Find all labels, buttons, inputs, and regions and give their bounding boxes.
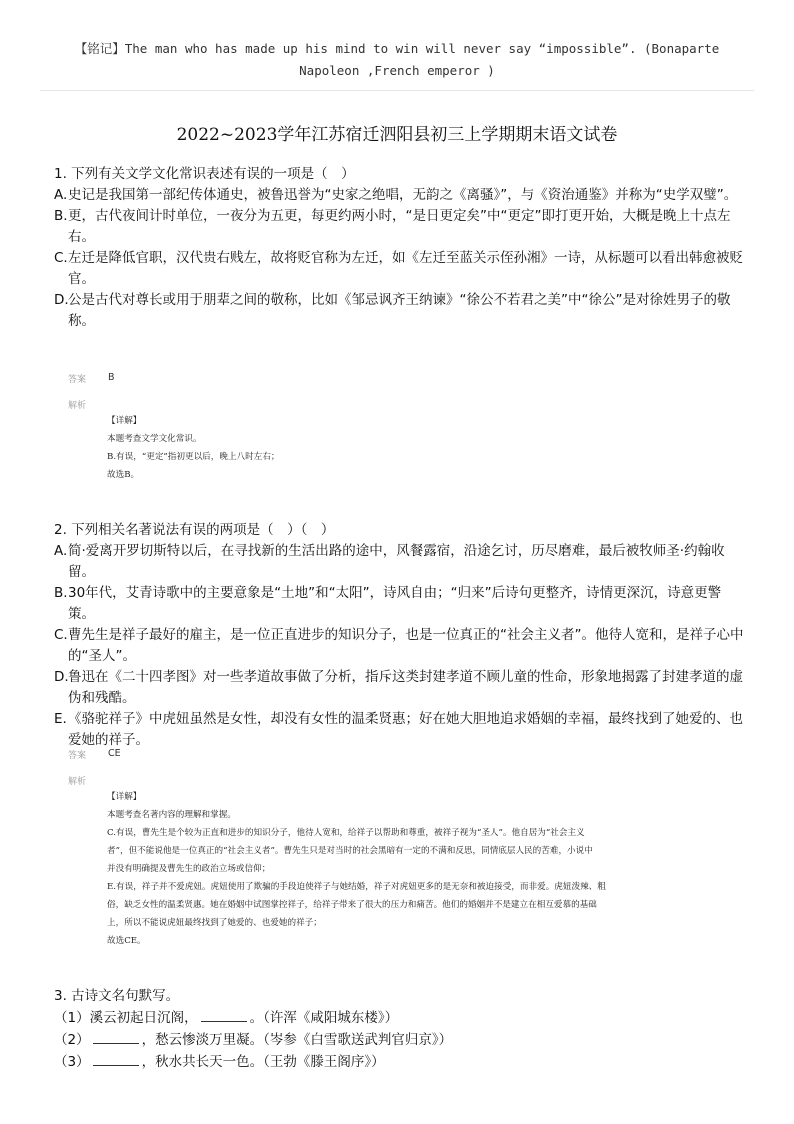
- question-1-analysis-label: [68, 398, 86, 411]
- answer-value: CE: [108, 748, 121, 759]
- item-number: （3）: [54, 1054, 90, 1070]
- option-text: 公是古代对尊长或用于朋辈之间的敬称，比如《邹忌讽齐王纳谏》“徐公不若君之美”中“徐公”是对徐姓男子的敬称。: [68, 292, 731, 329]
- question-1-option-a: [54, 185, 744, 206]
- answer-blank[interactable]: [201, 1009, 247, 1022]
- analysis-line: 俗，缺乏女性的温柔贤惠。她在婚姻中试图掌控祥子，给祥子带来了很大的压力和痛苦。他们的婚姻并不是建立在相互爱慕的基础: [107, 900, 597, 910]
- question-1-analysis: [107, 412, 727, 484]
- answer-value: B: [108, 372, 115, 383]
- analysis-label: 解析: [68, 401, 87, 411]
- header-divider: [40, 90, 754, 91]
- question-3-stem: 3. 古诗文名句默写。: [54, 988, 180, 1004]
- question-2-answer: [68, 748, 121, 761]
- option-key: A.: [54, 187, 68, 203]
- question-2-option-b: [54, 583, 744, 625]
- question-1: [54, 164, 744, 332]
- question-2-option-c: [54, 625, 744, 667]
- option-text: 《骆驼祥子》中虎妞虽然是女性，却没有女性的温柔贤惠；好在她大胆地追求婚姻的幸福，最终找到了她爱的、也爱她的祥子。: [68, 711, 743, 748]
- answer-blank[interactable]: [93, 1053, 139, 1066]
- item-number: （1）: [54, 1010, 90, 1026]
- analysis-line: C.有误，曹先生是个较为正直和进步的知识分子，他待人宽和，给祥子以帮助和尊重，被祥子视为“圣人”。他自居为“社会主义: [107, 828, 585, 838]
- question-2-analysis-label: [68, 774, 86, 787]
- option-key: D.: [54, 669, 69, 685]
- option-text: 左迁是降低官职，汉代贵右贱左，故将贬官称为左迁，如《左迁至蓝关示侄孙湘》一诗，从标题可以看出韩愈被贬官。: [68, 250, 743, 287]
- question-1-answer: [68, 372, 115, 385]
- item-text-after: ，秋水共长天一色。（王勃《滕王阁序》）: [141, 1054, 385, 1070]
- option-text: 30年代，艾青诗歌中的主要意象是“土地”和“太阳”，诗风自由；“归来”后诗句更整齐，诗情更深沉，诗意更警策。: [68, 585, 722, 622]
- question-2-analysis: [107, 788, 727, 950]
- question-3: [54, 985, 744, 1073]
- analysis-line: 者”，但不能说他是一位真正的“社会主义者”。曹先生只是对当时的社会黑暗有一定的不满和反思，同情底层人民的苦难，小说中: [107, 846, 593, 856]
- option-text: 曹先生是祥子最好的雇主，是一位正直进步的知识分子，也是一位真正的“社会主义者”。他待人宽和，是祥子心中的“圣人”。: [68, 627, 744, 664]
- question-2: [54, 520, 744, 751]
- option-key: C.: [54, 250, 68, 266]
- option-key: A.: [54, 543, 68, 559]
- option-text: 更，古代夜间计时单位，一夜分为五更，每更约两小时，“是日更定矣”中“更定”即打更开始，大概是晚上十点左右。: [68, 208, 731, 245]
- option-key: C.: [54, 627, 68, 643]
- question-3-item-1: [54, 1007, 744, 1029]
- analysis-line: 本题考查文学文化常识。: [107, 434, 202, 444]
- analysis-line: 上，所以不能说虎妞最终找到了她爱的、也爱她的祥子；: [107, 918, 322, 928]
- item-text-after: ，愁云惨淡万里凝。（岑参《白雪歌送武判官归京》）: [141, 1032, 453, 1048]
- question-3-item-2: [54, 1029, 744, 1051]
- analysis-label: 解析: [68, 777, 87, 787]
- analysis-line: 【详解】: [107, 416, 142, 426]
- motto-header: [40, 38, 754, 82]
- analysis-line: 【详解】: [107, 792, 142, 802]
- analysis-line: E.有误，祥子并不爱虎妞。虎妞使用了欺骗的手段迫使祥子与她结婚，祥子对虎妞更多的是无奈和被迫接受，而非爱。虎妞泼辣、粗: [107, 882, 606, 892]
- option-key: B.: [54, 585, 68, 601]
- page-title: 2022~2023学年江苏宿迁泗阳县初三上学期期末语文试卷: [176, 125, 618, 145]
- question-1-option-b: [54, 206, 744, 248]
- question-1-option-c: [54, 248, 744, 290]
- analysis-line: 故选CE。: [107, 936, 146, 946]
- item-text-after: 。（许浑《咸阳城东楼》）: [249, 1010, 399, 1026]
- question-2-option-d: [54, 667, 744, 709]
- question-2-option-a: [54, 541, 744, 583]
- answer-blank[interactable]: [93, 1031, 139, 1044]
- motto-line-2: Napoleon ,French emperor ): [299, 63, 495, 78]
- option-text: 简·爱离开罗切斯特以后，在寻找新的生活出路的途中，风餐露宿，沿途乞讨，历尽磨难，最后被牧师圣·约翰收留。: [68, 543, 725, 580]
- option-text: 鲁迅在《二十四孝图》对一些孝道故事做了分析，指斥这类封建孝道不顾儿童的性命，形象地揭露了封建孝道的虚伪和残酷。: [68, 669, 743, 706]
- option-key: E.: [54, 711, 67, 727]
- question-3-item-3: [54, 1051, 744, 1073]
- option-key: D.: [54, 292, 69, 308]
- answer-label: 答案: [68, 375, 87, 385]
- item-text-before: 溪云初起日沉阁，: [89, 1010, 198, 1026]
- analysis-line: 故选B。: [107, 470, 140, 480]
- analysis-line: 并没有明确提及曹先生的政治立场或信仰；: [107, 864, 271, 874]
- answer-label: 答案: [68, 751, 87, 761]
- analysis-line: B.有误，“更定”指初更以后，晚上八时左右；: [107, 452, 280, 462]
- question-2-stem: 2. 下列相关名著说法有误的两项是（ ）（ ）: [54, 522, 335, 538]
- option-text: 史记是我国第一部纪传体通史，被鲁迅誉为“史家之绝唱，无韵之《离骚》”，与《资治通鉴》并称为“史学双璧”。: [68, 187, 738, 203]
- analysis-line: 本题考查名著内容的理解和掌握。: [107, 810, 236, 820]
- question-2-option-e: [54, 709, 744, 751]
- option-key: B.: [54, 208, 68, 224]
- item-number: （2）: [54, 1032, 90, 1048]
- question-1-stem: 1. 下列有关文学文化常识表述有误的一项是（ ）: [54, 166, 355, 182]
- question-1-option-d: [54, 290, 744, 332]
- motto-line-1: 【铭记】The man who has made up his mind to win will never say “impossible”. (Bonaparte: [74, 41, 720, 56]
